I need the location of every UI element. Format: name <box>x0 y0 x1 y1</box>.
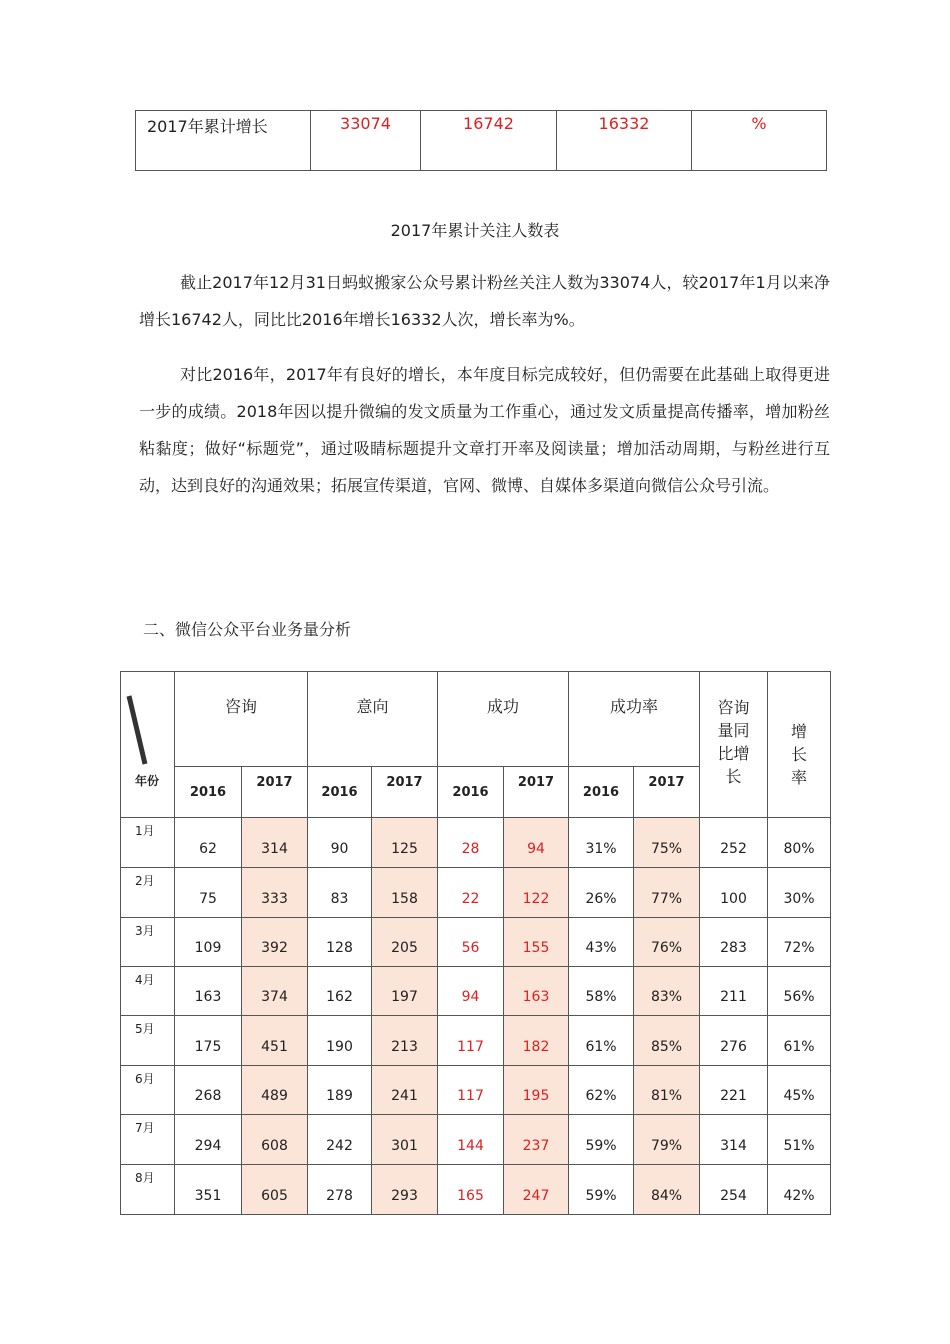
consult-2016: 351 <box>175 1165 242 1215</box>
growth-rate: 72% <box>768 918 831 967</box>
intent-2016: 189 <box>308 1066 372 1115</box>
table-row <box>121 967 831 1016</box>
growth-rate: 51% <box>768 1115 831 1165</box>
header-success-rate: 成功率 <box>569 672 700 767</box>
success-2017: 182 <box>504 1016 569 1066</box>
header-row <box>121 672 831 767</box>
summary-net-growth: 16742 <box>421 111 557 171</box>
success-2016: 165 <box>438 1165 504 1215</box>
growth-rate: 56% <box>768 967 831 1016</box>
summary-rate: % <box>692 111 827 171</box>
consult-2016: 163 <box>175 967 242 1016</box>
rate-2017: 77% <box>634 868 700 918</box>
growth-rate: 30% <box>768 868 831 918</box>
year-2017-rate: 2017 <box>634 767 700 818</box>
table-caption: 2017年累计关注人数表 <box>390 221 560 240</box>
summary-label: 2017年累计增长 <box>136 111 311 171</box>
success-2017: 247 <box>504 1165 569 1215</box>
consult-yoy: 283 <box>700 918 768 967</box>
business-table <box>120 671 831 1215</box>
success-2016: 94 <box>438 967 504 1016</box>
paragraph-analysis: 对比2016年，2017年有良好的增长，本年度目标完成较好，但仍需要在此基础上取得更进一步的成绩。2018年因以提升微编的发文质量为工作重心，通过发文质量提高传播率，增加粉丝粘黏度；做好“标题党”，通过吸睛标题提升文章打开率及阅读量；增加活动周期，与粉丝进行互动，达到良好的沟通效果；拓展宣传渠道，官网、微博、自媒体多渠道向微信公众号引流。 <box>139 365 830 495</box>
success-2017: 237 <box>504 1115 569 1165</box>
summary-row <box>136 111 827 171</box>
rate-2017: 84% <box>634 1165 700 1215</box>
consult-2017: 605 <box>242 1165 308 1215</box>
intent-2017: 213 <box>372 1016 438 1066</box>
year-2016-rate: 2016 <box>569 767 634 818</box>
header-intent: 意向 <box>308 672 438 767</box>
success-2016: 56 <box>438 918 504 967</box>
paragraph-summary: 截止2017年12月31日蚂蚁搬家公众号累计粉丝关注人数为33074人，较2017年1月以来净增长16742人，同比比2016年增长16332人次，增长率为%。 <box>139 273 830 329</box>
month-cell: 3月 <box>121 918 175 967</box>
success-2016: 22 <box>438 868 504 918</box>
intent-2017: 293 <box>372 1165 438 1215</box>
rate-2017: 75% <box>634 818 700 868</box>
summary-table <box>135 110 827 171</box>
month-cell: 8月 <box>121 1165 175 1215</box>
rate-2016: 26% <box>569 868 634 918</box>
consult-2016: 75 <box>175 868 242 918</box>
consult-2017: 374 <box>242 967 308 1016</box>
intent-2016: 90 <box>308 818 372 868</box>
intent-2016: 278 <box>308 1165 372 1215</box>
success-2016: 28 <box>438 818 504 868</box>
consult-yoy: 211 <box>700 967 768 1016</box>
header-growth-rate: 增长率 <box>768 672 831 818</box>
intent-2016: 162 <box>308 967 372 1016</box>
year-2016-success: 2016 <box>438 767 504 818</box>
section-title: 二、微信公众平台业务量分析 <box>143 620 352 639</box>
intent-2017: 301 <box>372 1115 438 1165</box>
month-cell: 6月 <box>121 1066 175 1115</box>
rate-2016: 59% <box>569 1115 634 1165</box>
rate-2017: 76% <box>634 918 700 967</box>
table-row <box>121 868 831 918</box>
consult-2016: 268 <box>175 1066 242 1115</box>
year-2016-intent: 2016 <box>308 767 372 818</box>
header-consult: 咨询 <box>175 672 308 767</box>
rate-2017: 79% <box>634 1115 700 1165</box>
summary-yoy-growth: 16332 <box>557 111 692 171</box>
success-2017: 94 <box>504 818 569 868</box>
table-row <box>121 1016 831 1066</box>
growth-rate: 61% <box>768 1016 831 1066</box>
consult-2016: 109 <box>175 918 242 967</box>
success-2016: 144 <box>438 1115 504 1165</box>
summary-total: 33074 <box>311 111 421 171</box>
corner-cell <box>121 672 175 818</box>
year-2017-intent: 2017 <box>372 767 438 818</box>
success-2017: 155 <box>504 918 569 967</box>
table-row <box>121 1066 831 1115</box>
consult-yoy: 221 <box>700 1066 768 1115</box>
month-cell: 5月 <box>121 1016 175 1066</box>
consult-yoy: 252 <box>700 818 768 868</box>
success-2017: 195 <box>504 1066 569 1115</box>
rate-2016: 59% <box>569 1165 634 1215</box>
consult-yoy: 100 <box>700 868 768 918</box>
success-2016: 117 <box>438 1016 504 1066</box>
rate-2016: 31% <box>569 818 634 868</box>
year-2017-success: 2017 <box>504 767 569 818</box>
consult-2017: 333 <box>242 868 308 918</box>
rate-2017: 83% <box>634 967 700 1016</box>
consult-2016: 294 <box>175 1115 242 1165</box>
intent-2016: 83 <box>308 868 372 918</box>
consult-2017: 489 <box>242 1066 308 1115</box>
consult-yoy: 276 <box>700 1016 768 1066</box>
table-row <box>121 1165 831 1215</box>
growth-rate: 45% <box>768 1066 831 1115</box>
consult-2017: 314 <box>242 818 308 868</box>
success-2017: 122 <box>504 868 569 918</box>
consult-2017: 451 <box>242 1016 308 1066</box>
consult-yoy: 314 <box>700 1115 768 1165</box>
intent-2016: 190 <box>308 1016 372 1066</box>
success-2016: 117 <box>438 1066 504 1115</box>
table-row <box>121 918 831 967</box>
rate-2016: 58% <box>569 967 634 1016</box>
rate-2017: 85% <box>634 1016 700 1066</box>
intent-2017: 125 <box>372 818 438 868</box>
diagonal-line <box>121 672 175 818</box>
intent-2016: 242 <box>308 1115 372 1165</box>
success-2017: 163 <box>504 967 569 1016</box>
rate-2016: 62% <box>569 1066 634 1115</box>
table-row <box>121 818 831 868</box>
consult-2017: 608 <box>242 1115 308 1165</box>
header-consult-yoy: 咨询量同比增长 <box>700 672 768 818</box>
year-2016-consult: 2016 <box>175 767 242 818</box>
intent-2016: 128 <box>308 918 372 967</box>
intent-2017: 158 <box>372 868 438 918</box>
year-label: 年份 <box>135 774 160 788</box>
month-cell: 2月 <box>121 868 175 918</box>
consult-yoy: 254 <box>700 1165 768 1215</box>
year-2017-consult: 2017 <box>242 767 308 818</box>
consult-2016: 175 <box>175 1016 242 1066</box>
consult-2017: 392 <box>242 918 308 967</box>
table-row <box>121 1115 831 1165</box>
rate-2017: 81% <box>634 1066 700 1115</box>
growth-rate: 42% <box>768 1165 831 1215</box>
rate-2016: 43% <box>569 918 634 967</box>
consult-2016: 62 <box>175 818 242 868</box>
month-cell: 7月 <box>121 1115 175 1165</box>
intent-2017: 197 <box>372 967 438 1016</box>
intent-2017: 205 <box>372 918 438 967</box>
month-cell: 1月 <box>121 818 175 868</box>
growth-rate: 80% <box>768 818 831 868</box>
header-success: 成功 <box>438 672 569 767</box>
rate-2016: 61% <box>569 1016 634 1066</box>
intent-2017: 241 <box>372 1066 438 1115</box>
month-cell: 4月 <box>121 967 175 1016</box>
